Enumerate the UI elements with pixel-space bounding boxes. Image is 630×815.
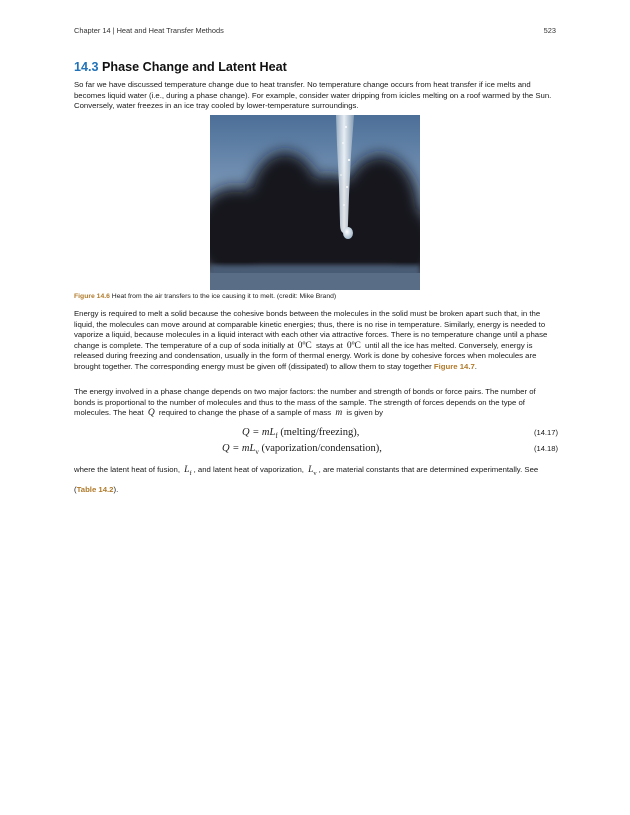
para2-text-2: stays at <box>315 340 343 350</box>
eq2-subscript: v <box>255 448 259 457</box>
para2-text-1: Energy is required to melt a solid because the cohesive bonds between the molecules in the solid must be broken apart such that, in the liquid, the molecules can move around at comparable kinetic energies; thus, there is no rise in temperature. Similarly, energy is needed to vaporize a liquid, because molecules in a liquid interact with each other via attractive forces. There is no temperature change until a phase change is complete. The temperature of a cup of soda initially at <box>74 309 548 350</box>
eq1-number: (14.17) <box>533 428 558 437</box>
eq2-lhs: Q = mL <box>222 443 256 454</box>
symbol-m: m <box>335 408 343 419</box>
eq1-lhs: Q = mL <box>242 427 276 438</box>
eq2-rhs: (vaporization/condensation), <box>261 443 382 454</box>
table-14-2-link[interactable]: Table 14.2 <box>76 484 114 494</box>
paragraph-energy <box>74 309 558 373</box>
para4-text-2: , and latent heat of vaporization, <box>193 465 304 474</box>
para4-text-3: , are material constants that are determined experimentally. See ( <box>74 465 539 494</box>
temperature-zero-1: 0ºC <box>297 340 312 351</box>
icicle-photo-image <box>210 115 420 290</box>
intro-paragraph: So far we have discussed temperature change due to heat transfer. No temperature change occurs from heat transfer if ice melts and becomes liquid water (i.e., during a phase change). For example, consider water dripping from icicles melting on a roof warmed by the Sun. Conversely, water freezes in an ice tray cooled by lower-temperature surroundings. <box>74 80 552 111</box>
section-title: Phase Change and Latent Heat <box>102 60 287 74</box>
chapter-header: Chapter 14 | Heat and Heat Transfer Methods <box>74 26 224 35</box>
para4-end: ). <box>113 484 119 494</box>
para3-text-1: The energy involved in a phase change depends on two major factors: the number and strength of bonds or force pairs. The number of bonds is proportional to the number of molecules and thus to the mass of the sample. The strength of forces depends on the type of molecules. The heat <box>74 387 536 418</box>
page-number: 523 <box>543 26 556 35</box>
temperature-zero-2: 0ºC <box>346 340 361 351</box>
section-heading <box>74 60 287 74</box>
paragraph-phase-energy <box>74 387 558 419</box>
eq1-subscript: f <box>275 432 278 441</box>
eq1-rhs: (melting/freezing), <box>280 427 360 438</box>
para3-text-2: required to change the phase of a sample of mass <box>158 408 332 418</box>
para4-text-1: where the latent heat of fusion, <box>74 465 180 474</box>
equation-14-17 <box>74 427 558 441</box>
symbol-q: Q <box>147 408 155 419</box>
para3-text-3: is given by <box>346 408 383 418</box>
figure-caption-text: Heat from the air transfers to the ice causing it to melt. (credit: Mike Brand) <box>111 293 337 300</box>
para2-text-3: until all the ice has melted. Conversely, energy is released during freezing and condensation, usually in the form of thermal energy. Work is done by cohesive forces when molecules are brought together. The corresponding energy must be given off (dissipated) to allow them to stay together <box>74 340 537 371</box>
section-number: 14.3 <box>74 60 99 74</box>
figure-14-7-link[interactable]: Figure 14.7 <box>433 361 475 371</box>
figure-caption <box>74 293 336 300</box>
symbol-lv: $L_v$ <box>308 465 317 477</box>
eq2-number: (14.18) <box>533 444 558 453</box>
symbol-lf: $L_f$ <box>184 465 192 477</box>
figure-icicle-photo <box>210 115 420 290</box>
para2-end: . <box>474 361 477 371</box>
equation-14-18 <box>74 443 558 457</box>
figure-label: Figure 14.6 <box>74 293 110 300</box>
paragraph-latent-heat <box>74 462 558 498</box>
